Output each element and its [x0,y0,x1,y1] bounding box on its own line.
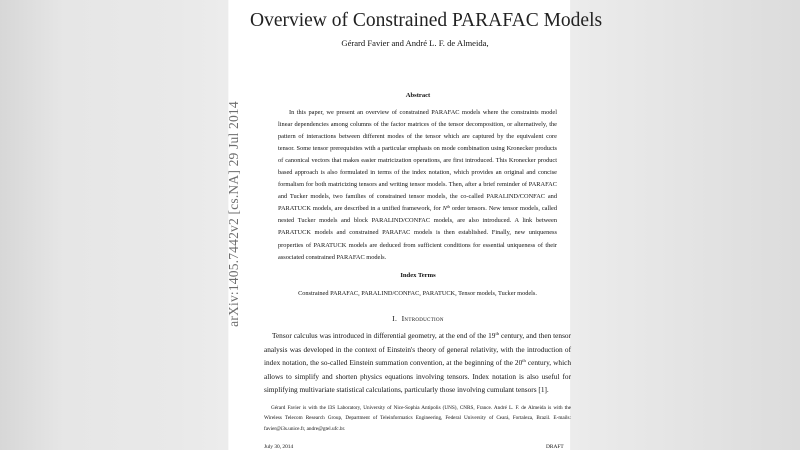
intro-superscript-1: th [495,331,500,336]
intro-paragraph [264,329,571,397]
section-heading [330,314,506,323]
abstract-text-part-1: In this paper, we present an overview of constrained PARAFAC models where the constraints model linear dependencies among columns of the factor matrices of the tensor decomposition, or alternatively, the pattern of interactions between different modes of the tensor which are captured by the equivalent core tensor. Some tensor prerequisites with a particular emphasis on mode combination using Kronecker products of canonical vectors that makes easier matricization operations, are first introduced. This Kronecker product based approach is also formulated in terms of the index notation, which provides an original and concise formalism for both matricizing tensors and writing tensor models. Then, after a brief reminder of PARAFAC and Tucker models, two families of constrained tensor models, the co-called PARALIND/CONFAC and PARATUCK models, are described in a unified framework, for [278,109,557,213]
section-title: Introduction [401,314,444,323]
abstract-n-symbol: N [442,205,447,213]
section-number: I. [392,314,398,323]
abstract-heading: Abstract [405,92,431,99]
abstract-text-part-2: order tensors. New tensor models, called nested Tucker models and block PARALIND/CONFAC models, are also introduced. A link between PARATUCK models and constrained PARAFAC models is then established. Finally, new uniqueness properties of PARATUCK models are deduced from sufficient conditions for essential uniqueness of their associated constrained PARAFAC models. [278,205,557,261]
abstract-th-superscript: th [446,204,451,210]
abstract-body [278,107,557,264]
intro-superscript-2: th [522,358,526,364]
page-date: July 30, 2014 [264,444,294,450]
paper-authors: Gérard Favier and André L. F. de Almeida, [341,38,489,48]
intro-text-part-1: Tensor calculus was introduced in differential geometry, at the end of the 19 [272,331,496,340]
arxiv-side-label: arXiv:1405.7442v2 [cs.NA] 29 Jul 2014 [226,101,241,327]
paper-title: Overview of Constrained PARAFAC Models [250,10,603,31]
intro-text-part-3: century, which allows to simplify and shorten physics equations involving tensors. Index notation is also useful for simplifying multivariate statistical calculations, particularly those involving cumulant tensors [1]. [264,358,571,395]
index-terms: Constrained PARAFAC, PARALIND/CONFAC, PARATUCK, Tensor models, Tucker models. [298,290,537,297]
index-terms-heading: Index Terms [400,272,436,279]
intro-text-part-2: century, and then tensor analysis was developed in the context of Einstein's theory of general relativity, with the introduction of index notation, the so-called Einstein summation convention, at the beginning of the 20 [264,331,571,368]
author-footnote: Gérard Favier is with the I3S Laboratory, University of Nice-Sophia Antipolis (UNS), CNRS, France. André L. F. de Almeida is with the Wireless Telecom Research Group, Department of Teleinformatics Engineering, Federal University of Ceará, Fortaleza, Brazil. E-mails: favier@i3s.unice.fr, andre@gtel.ufc.br. [264,405,571,432]
draft-label: DRAFT [546,444,564,450]
